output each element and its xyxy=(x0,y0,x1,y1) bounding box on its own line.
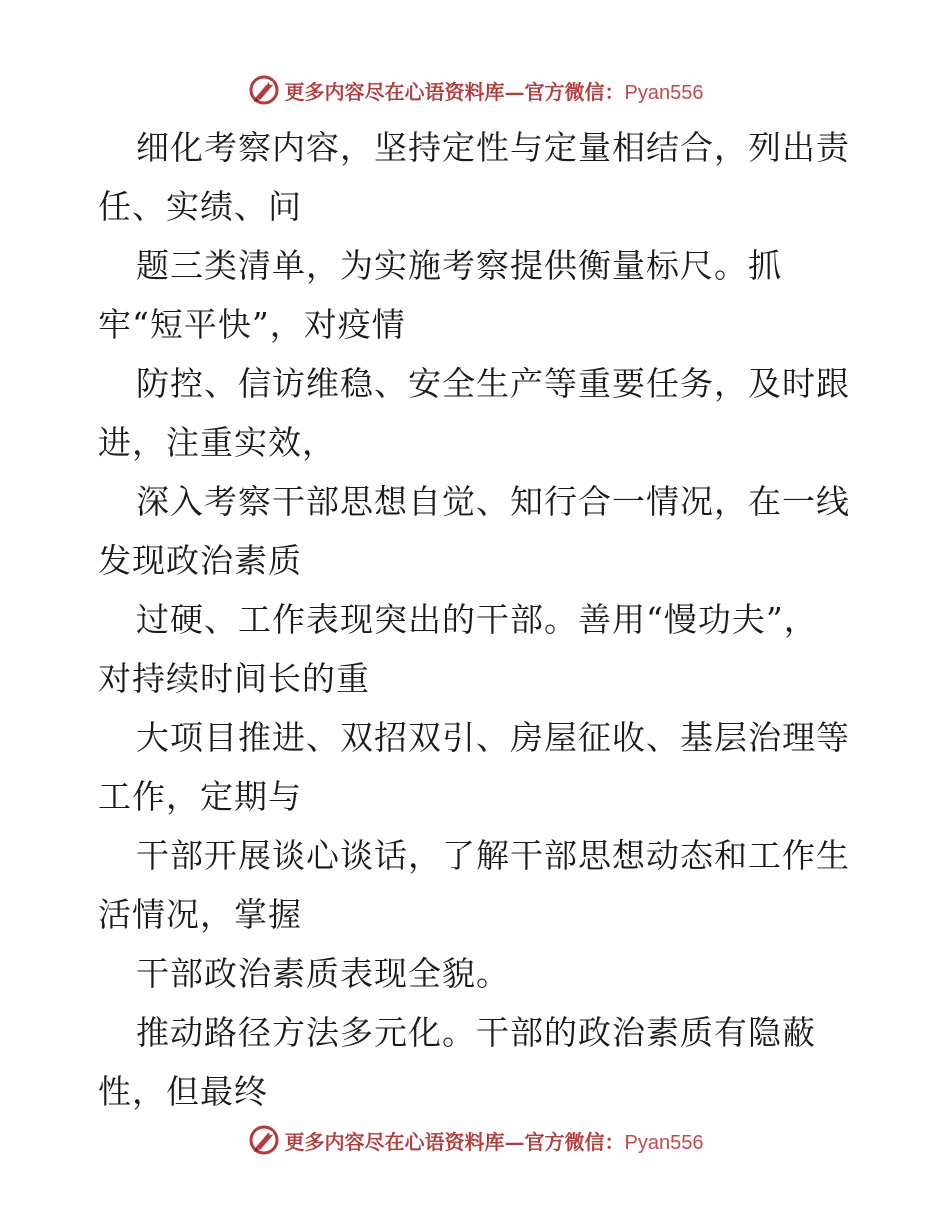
text-line: 进，注重实效， xyxy=(98,423,336,462)
pen-logo-icon xyxy=(247,1123,281,1157)
footer-watermark-cn: 更多内容尽在心语资料库—官方微信： xyxy=(284,1129,625,1154)
pen-logo-icon xyxy=(247,73,281,107)
text-line: 干部政治素质表现全貌。 xyxy=(136,954,510,993)
header-watermark-text xyxy=(285,76,704,105)
header-watermark-banner xyxy=(0,70,950,110)
text-line: 牢“短平快”，对疫情 xyxy=(98,305,406,344)
text-line: 活情况，掌握 xyxy=(98,895,302,934)
text-line: 推动路径方法多元化。干部的政治素质有隐蔽 xyxy=(136,1013,816,1052)
text-line: 细化考察内容，坚持定性与定量相结合，列出责 xyxy=(136,128,850,167)
footer-watermark-banner xyxy=(0,1120,950,1160)
text-line: 深入考察干部思想自觉、知行合一情况，在一线 xyxy=(136,482,850,521)
text-line: 过硬、工作表现突出的干部。善用“慢功夫”， xyxy=(136,600,818,639)
text-line: 发现政治素质 xyxy=(98,541,302,580)
text-line: 干部开展谈心谈话，了解干部思想动态和工作生 xyxy=(136,836,850,875)
header-watermark-cn: 更多内容尽在心语资料库—官方微信： xyxy=(284,79,625,104)
text-line: 任、实绩、问 xyxy=(98,187,302,226)
text-line: 大项目推进、双招双引、房屋征收、基层治理等 xyxy=(136,718,850,757)
footer-watermark-text xyxy=(285,1126,704,1155)
text-line: 工作，定期与 xyxy=(98,777,302,816)
footer-watermark-id: Pyan556 xyxy=(624,1131,704,1154)
text-line: 性，但最终 xyxy=(98,1072,268,1111)
text-line: 防控、信访维稳、安全生产等重要任务，及时跟 xyxy=(136,364,850,403)
header-watermark-id: Pyan556 xyxy=(624,81,704,104)
document-body xyxy=(98,118,868,1121)
text-line: 对持续时间长的重 xyxy=(98,659,370,698)
text-line: 题三类清单，为实施考察提供衡量标尺。抓 xyxy=(136,246,782,285)
